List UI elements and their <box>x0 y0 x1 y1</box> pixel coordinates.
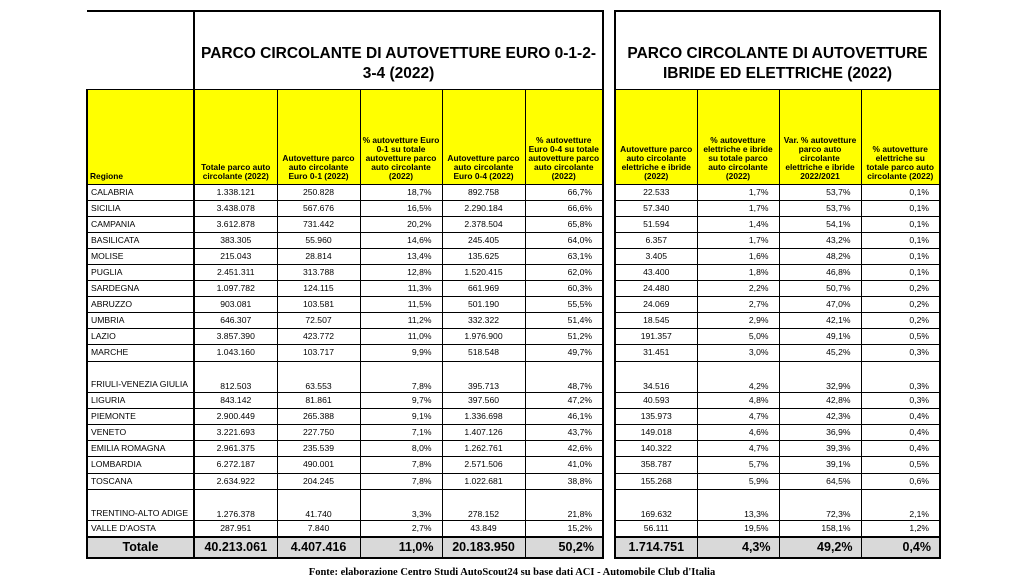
value-cell: 66,6% <box>525 200 603 216</box>
value-cell: 3.405 <box>615 248 697 264</box>
value-cell: 9,1% <box>360 409 442 425</box>
value-cell: 48,2% <box>779 248 861 264</box>
value-cell: 31.451 <box>615 345 697 361</box>
value-cell: 9,7% <box>360 393 442 409</box>
value-cell: 1,7% <box>697 232 779 248</box>
value-cell: 0,4% <box>861 425 940 441</box>
value-cell: 518.548 <box>442 345 525 361</box>
value-cell: 3.438.078 <box>194 200 277 216</box>
value-cell: 731.442 <box>277 216 360 232</box>
value-cell: 0,1% <box>861 216 940 232</box>
value-cell: 0,5% <box>861 329 940 345</box>
value-cell: 11,5% <box>360 297 442 313</box>
table-row <box>87 281 603 297</box>
value-cell: 501.190 <box>442 297 525 313</box>
region-cell: LIGURIA <box>87 393 194 409</box>
value-cell: 60,3% <box>525 281 603 297</box>
region-cell: TRENTINO-ALTO ADIGE <box>87 489 194 521</box>
value-cell: 16,5% <box>360 200 442 216</box>
value-cell: 14,6% <box>360 232 442 248</box>
value-cell: 140.322 <box>615 441 697 457</box>
value-cell: 245.405 <box>442 232 525 248</box>
value-cell: 250.828 <box>277 184 360 200</box>
table-row <box>615 313 940 329</box>
value-cell: 34.516 <box>615 361 697 393</box>
value-cell: 812.503 <box>194 361 277 393</box>
value-cell: 24.480 <box>615 281 697 297</box>
value-cell: 64,5% <box>779 473 861 489</box>
table-row <box>615 232 940 248</box>
header-pct-elettr: % autovetture elettriche e ibride su totale parco auto circolante (2022) <box>697 89 779 184</box>
value-cell: 57.340 <box>615 200 697 216</box>
value-cell: 235.539 <box>277 441 360 457</box>
region-cell: PUGLIA <box>87 264 194 280</box>
value-cell: 265.388 <box>277 409 360 425</box>
value-cell: 11,2% <box>360 313 442 329</box>
value-cell: 0,3% <box>861 393 940 409</box>
header-euro01: Autovetture parco auto circolante Euro 0-1 (2022) <box>277 89 360 184</box>
value-cell: 1.043.160 <box>194 345 277 361</box>
total-cell: 4,3% <box>697 537 779 558</box>
table-row <box>87 457 603 473</box>
value-cell: 7,8% <box>360 361 442 393</box>
value-cell: 0,1% <box>861 248 940 264</box>
table-row <box>87 409 603 425</box>
table-row <box>615 361 940 393</box>
value-cell: 42,1% <box>779 313 861 329</box>
table-row <box>615 184 940 200</box>
table-row <box>87 297 603 313</box>
value-cell: 28.814 <box>277 248 360 264</box>
value-cell: 383.305 <box>194 232 277 248</box>
value-cell: 2,7% <box>697 297 779 313</box>
value-cell: 7.840 <box>277 521 360 537</box>
value-cell: 2.634.922 <box>194 473 277 489</box>
value-cell: 55,5% <box>525 297 603 313</box>
table-row <box>615 409 940 425</box>
table-row <box>615 248 940 264</box>
value-cell: 2.378.504 <box>442 216 525 232</box>
region-cell: CALABRIA <box>87 184 194 200</box>
value-cell: 3.221.693 <box>194 425 277 441</box>
header-pct-solo-el: % autovetture elettriche su totale parco auto circolante (2022) <box>861 89 940 184</box>
value-cell: 149.018 <box>615 425 697 441</box>
value-cell: 49,7% <box>525 345 603 361</box>
value-cell: 11,0% <box>360 329 442 345</box>
title-euro-0-4: PARCO CIRCOLANTE DI AUTOVETTURE EURO 0-1-2-3-4 (2022) <box>194 11 603 89</box>
value-cell: 227.750 <box>277 425 360 441</box>
table-row <box>87 264 603 280</box>
value-cell: 24.069 <box>615 297 697 313</box>
value-cell: 62,0% <box>525 264 603 280</box>
total-cell: 4.407.416 <box>277 537 360 558</box>
value-cell: 7,8% <box>360 457 442 473</box>
value-cell: 32,9% <box>779 361 861 393</box>
value-cell: 39,1% <box>779 457 861 473</box>
value-cell: 65,8% <box>525 216 603 232</box>
value-cell: 49,1% <box>779 329 861 345</box>
value-cell: 39,3% <box>779 441 861 457</box>
value-cell: 2.961.375 <box>194 441 277 457</box>
value-cell: 6.272.187 <box>194 457 277 473</box>
value-cell: 9,9% <box>360 345 442 361</box>
value-cell: 158,1% <box>779 521 861 537</box>
value-cell: 490.001 <box>277 457 360 473</box>
table-euro-0-4 <box>86 10 604 559</box>
region-cell: UMBRIA <box>87 313 194 329</box>
value-cell: 47,2% <box>525 393 603 409</box>
value-cell: 5,7% <box>697 457 779 473</box>
value-cell: 43,7% <box>525 425 603 441</box>
region-cell: EMILIA ROMAGNA <box>87 441 194 457</box>
value-cell: 313.788 <box>277 264 360 280</box>
table-row <box>615 216 940 232</box>
value-cell: 47,0% <box>779 297 861 313</box>
value-cell: 53,7% <box>779 184 861 200</box>
value-cell: 0,2% <box>861 281 940 297</box>
table-row <box>615 457 940 473</box>
total-cell: 1.714.751 <box>615 537 697 558</box>
region-cell: ABRUZZO <box>87 297 194 313</box>
value-cell: 5,0% <box>697 329 779 345</box>
value-cell: 103.717 <box>277 345 360 361</box>
table-row <box>87 393 603 409</box>
value-cell: 1,8% <box>697 264 779 280</box>
value-cell: 903.081 <box>194 297 277 313</box>
value-cell: 64,0% <box>525 232 603 248</box>
table-row <box>615 489 940 521</box>
value-cell: 358.787 <box>615 457 697 473</box>
value-cell: 3.857.390 <box>194 329 277 345</box>
table-row <box>615 425 940 441</box>
value-cell: 72.507 <box>277 313 360 329</box>
table-row <box>87 473 603 489</box>
value-cell: 50,7% <box>779 281 861 297</box>
value-cell: 43.849 <box>442 521 525 537</box>
value-cell: 4,7% <box>697 441 779 457</box>
table-row <box>87 313 603 329</box>
value-cell: 0,2% <box>861 313 940 329</box>
value-cell: 332.322 <box>442 313 525 329</box>
value-cell: 7,1% <box>360 425 442 441</box>
region-cell: MOLISE <box>87 248 194 264</box>
value-cell: 0,1% <box>861 264 940 280</box>
value-cell: 51.594 <box>615 216 697 232</box>
value-cell: 1.338.121 <box>194 184 277 200</box>
header-regione: Regione <box>87 89 194 184</box>
value-cell: 40.593 <box>615 393 697 409</box>
header-euro04: Autovetture parco auto circolante Euro 0-4 (2022) <box>442 89 525 184</box>
source-note: Fonte: elaborazione Centro Studi AutoScout24 su base dati ACI - Automobile Club d'Italia <box>308 567 716 578</box>
region-cell: VALLE D'AOSTA <box>87 521 194 537</box>
value-cell: 2.451.311 <box>194 264 277 280</box>
total-cell: 11,0% <box>360 537 442 558</box>
value-cell: 1,7% <box>697 200 779 216</box>
value-cell: 4,6% <box>697 425 779 441</box>
value-cell: 41.740 <box>277 489 360 521</box>
region-cell: VENETO <box>87 425 194 441</box>
value-cell: 278.152 <box>442 489 525 521</box>
value-cell: 6.357 <box>615 232 697 248</box>
table-row <box>87 248 603 264</box>
region-cell: TOSCANA <box>87 473 194 489</box>
value-cell: 646.307 <box>194 313 277 329</box>
value-cell: 18.545 <box>615 313 697 329</box>
value-cell: 13,4% <box>360 248 442 264</box>
value-cell: 1,4% <box>697 216 779 232</box>
region-cell: PIEMONTE <box>87 409 194 425</box>
total-cell: 0,4% <box>861 537 940 558</box>
table-row <box>615 281 940 297</box>
region-cell: SARDEGNA <box>87 281 194 297</box>
value-cell: 36,9% <box>779 425 861 441</box>
value-cell: 135.973 <box>615 409 697 425</box>
region-cell: CAMPANIA <box>87 216 194 232</box>
value-cell: 2.900.449 <box>194 409 277 425</box>
value-cell: 204.245 <box>277 473 360 489</box>
value-cell: 19,5% <box>697 521 779 537</box>
value-cell: 48,7% <box>525 361 603 393</box>
value-cell: 51,2% <box>525 329 603 345</box>
value-cell: 42,6% <box>525 441 603 457</box>
value-cell: 0,3% <box>861 361 940 393</box>
value-cell: 1.976.900 <box>442 329 525 345</box>
value-cell: 12,8% <box>360 264 442 280</box>
table-row <box>615 200 940 216</box>
table-row <box>615 393 940 409</box>
value-cell: 2,1% <box>861 489 940 521</box>
value-cell: 169.632 <box>615 489 697 521</box>
title-ibride-elettriche: PARCO CIRCOLANTE DI AUTOVETTURE IBRIDE ED ELETTRICHE (2022) <box>615 11 940 89</box>
value-cell: 54,1% <box>779 216 861 232</box>
value-cell: 46,8% <box>779 264 861 280</box>
value-cell: 7,8% <box>360 473 442 489</box>
value-cell: 8,0% <box>360 441 442 457</box>
value-cell: 0,6% <box>861 473 940 489</box>
value-cell: 103.581 <box>277 297 360 313</box>
value-cell: 42,3% <box>779 409 861 425</box>
value-cell: 191.357 <box>615 329 697 345</box>
value-cell: 5,9% <box>697 473 779 489</box>
total-cell: 49,2% <box>779 537 861 558</box>
value-cell: 0,1% <box>861 200 940 216</box>
table-row <box>615 329 940 345</box>
value-cell: 567.676 <box>277 200 360 216</box>
value-cell: 1.262.761 <box>442 441 525 457</box>
value-cell: 0,2% <box>861 297 940 313</box>
region-cell: BASILICATA <box>87 232 194 248</box>
value-cell: 3,3% <box>360 489 442 521</box>
total-label: Totale <box>87 537 194 558</box>
value-cell: 124.115 <box>277 281 360 297</box>
table-row <box>87 441 603 457</box>
header-var: Var. % autovetture parco auto circolante elettriche e ibride 2022/2021 <box>779 89 861 184</box>
value-cell: 72,3% <box>779 489 861 521</box>
table-row <box>87 425 603 441</box>
total-cell: 50,2% <box>525 537 603 558</box>
value-cell: 2.290.184 <box>442 200 525 216</box>
value-cell: 4,8% <box>697 393 779 409</box>
value-cell: 1,2% <box>861 521 940 537</box>
value-cell: 215.043 <box>194 248 277 264</box>
table-row <box>87 216 603 232</box>
value-cell: 0,4% <box>861 409 940 425</box>
value-cell: 661.969 <box>442 281 525 297</box>
value-cell: 3.612.878 <box>194 216 277 232</box>
value-cell: 155.268 <box>615 473 697 489</box>
value-cell: 18,7% <box>360 184 442 200</box>
value-cell: 1,7% <box>697 184 779 200</box>
table-row <box>615 264 940 280</box>
value-cell: 13,3% <box>697 489 779 521</box>
value-cell: 1.336.698 <box>442 409 525 425</box>
table-row <box>87 361 603 393</box>
header-totale: Totale parco auto circolante (2022) <box>194 89 277 184</box>
value-cell: 22.533 <box>615 184 697 200</box>
value-cell: 81.861 <box>277 393 360 409</box>
table-row <box>615 345 940 361</box>
value-cell: 42,8% <box>779 393 861 409</box>
value-cell: 1.520.415 <box>442 264 525 280</box>
value-cell: 20,2% <box>360 216 442 232</box>
value-cell: 43.400 <box>615 264 697 280</box>
value-cell: 397.560 <box>442 393 525 409</box>
value-cell: 1.097.782 <box>194 281 277 297</box>
value-cell: 1.022.681 <box>442 473 525 489</box>
value-cell: 4,2% <box>697 361 779 393</box>
value-cell: 53,7% <box>779 200 861 216</box>
header-pct01: % autovetture Euro 0-1 su totale autovetture parco auto circolante (2022) <box>360 89 442 184</box>
total-cell: 20.183.950 <box>442 537 525 558</box>
value-cell: 2,9% <box>697 313 779 329</box>
total-cell: 40.213.061 <box>194 537 277 558</box>
value-cell: 15,2% <box>525 521 603 537</box>
table-row <box>87 521 603 537</box>
value-cell: 38,8% <box>525 473 603 489</box>
value-cell: 43,2% <box>779 232 861 248</box>
value-cell: 63,1% <box>525 248 603 264</box>
value-cell: 3,0% <box>697 345 779 361</box>
value-cell: 45,2% <box>779 345 861 361</box>
table-row <box>87 200 603 216</box>
value-cell: 66,7% <box>525 184 603 200</box>
value-cell: 1.276.378 <box>194 489 277 521</box>
value-cell: 1,6% <box>697 248 779 264</box>
value-cell: 46,1% <box>525 409 603 425</box>
value-cell: 21,8% <box>525 489 603 521</box>
table-ibride-elettriche <box>614 10 941 559</box>
value-cell: 2.571.506 <box>442 457 525 473</box>
value-cell: 0,1% <box>861 184 940 200</box>
value-cell: 56.111 <box>615 521 697 537</box>
region-cell: SICILIA <box>87 200 194 216</box>
value-cell: 2,2% <box>697 281 779 297</box>
value-cell: 0,3% <box>861 345 940 361</box>
header-elettr: Autovetture parco auto circolante elettriche e ibride (2022) <box>615 89 697 184</box>
value-cell: 892.758 <box>442 184 525 200</box>
value-cell: 0,4% <box>861 441 940 457</box>
value-cell: 843.142 <box>194 393 277 409</box>
value-cell: 135.625 <box>442 248 525 264</box>
table-row <box>615 441 940 457</box>
table-row <box>87 345 603 361</box>
region-cell: MARCHE <box>87 345 194 361</box>
value-cell: 287.951 <box>194 521 277 537</box>
table-row <box>615 473 940 489</box>
value-cell: 2,7% <box>360 521 442 537</box>
value-cell: 11,3% <box>360 281 442 297</box>
table-row <box>87 329 603 345</box>
value-cell: 395.713 <box>442 361 525 393</box>
value-cell: 423.772 <box>277 329 360 345</box>
value-cell: 41,0% <box>525 457 603 473</box>
region-cell: LAZIO <box>87 329 194 345</box>
header-pct04: % autovetture Euro 0-4 su totale autovetture parco auto circolante (2022) <box>525 89 603 184</box>
table-row <box>87 489 603 521</box>
value-cell: 0,1% <box>861 232 940 248</box>
value-cell: 4,7% <box>697 409 779 425</box>
region-cell: LOMBARDIA <box>87 457 194 473</box>
value-cell: 55.960 <box>277 232 360 248</box>
table-row <box>615 521 940 537</box>
value-cell: 1.407.126 <box>442 425 525 441</box>
table-row <box>615 297 940 313</box>
value-cell: 51,4% <box>525 313 603 329</box>
region-cell: FRIULI-VENEZIA GIULIA <box>87 361 194 393</box>
table-row <box>87 232 603 248</box>
table-row <box>87 184 603 200</box>
value-cell: 63.553 <box>277 361 360 393</box>
value-cell: 0,5% <box>861 457 940 473</box>
